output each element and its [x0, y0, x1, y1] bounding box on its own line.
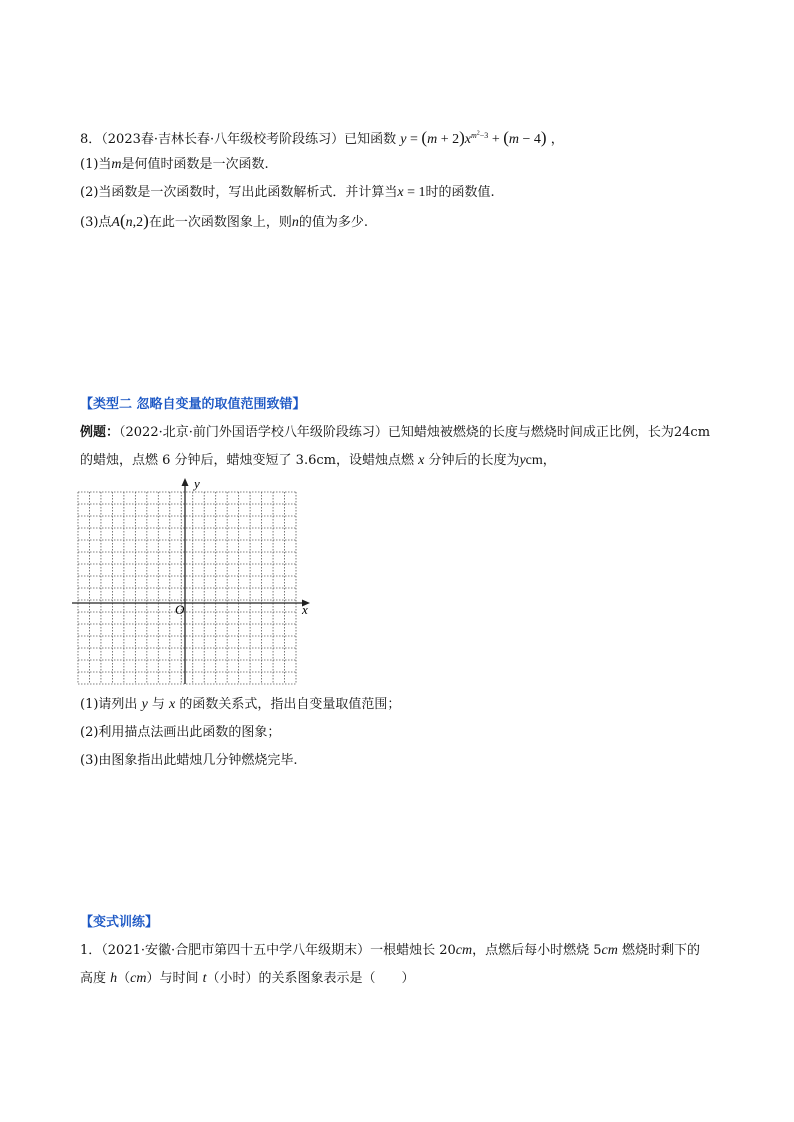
exponent: m2−3: [471, 130, 489, 140]
x-axis-label: x: [302, 602, 308, 617]
question-source: （2023春·吉林长春·八年级校考阶段练习）: [101, 131, 345, 147]
example-part-3: (3)由图象指出此蜡烛几分钟燃烧完毕.: [80, 753, 298, 768]
origin-label: O: [175, 602, 185, 617]
practice-q1-line-1: 1．（2021·安徽·合肥市第四十五中学八年级期末）一根蜡烛长 20cm，点燃后每小时燃烧 5cm 燃烧时剩下的: [80, 943, 700, 958]
question-text: 已知函数: [344, 131, 397, 147]
question-8-part-2: (2)当函数是一次函数时，写出此函数解析式．并计算当x = 1时的函数值.: [80, 185, 495, 200]
question-8-stem: 8．（2023春·吉林长春·八年级校考阶段练习）已知函数 $y = (m + 2)x^{m^2-3} + (m - 4)$ ，: [80, 127, 564, 147]
grid-lines: [78, 492, 296, 684]
example-line-1: 例题：（2022·北京·前门外国语学校八年级阶段练习）已知蜡烛被燃烧的长度与燃烧时间成正比例，长为24cm: [80, 425, 711, 440]
example-part-1: (1)请列出 y 与 x 的函数关系式，指出自变量取值范围；: [80, 697, 401, 712]
y-axis-label: y: [194, 478, 200, 491]
section-heading-practice: 【变式训练】: [80, 915, 159, 930]
example-line-2: 的蜡烛，点燃 6 分钟后，蜡烛变短了 3.6cm，设蜡烛点燃 x 分钟后的长度为ycm，: [80, 453, 556, 468]
practice-q1-line-2: 高度 h（cm）与时间 t（小时）的关系图象表示是（ ）: [80, 971, 415, 986]
example-part-2: (2)利用描点法画出此函数的图象；: [80, 725, 281, 740]
question-8-part-1: (1)当m是何值时函数是一次函数.: [80, 157, 269, 172]
coordinate-grid: [70, 478, 320, 690]
y-axis-arrow: [182, 478, 189, 486]
question-8-part-3: (3)点A(n,2)在此一次函数图象上，则n的值为多少.: [80, 211, 368, 230]
question-number: 8．: [80, 131, 102, 147]
example-label: 例题：: [80, 425, 120, 440]
section-heading-type2: 【类型二 忽略自变量的取值范围致错】: [80, 397, 306, 412]
function-formula: $y = (m + 2)x^{m^2-3} + (m - 4)$: [400, 127, 547, 147]
